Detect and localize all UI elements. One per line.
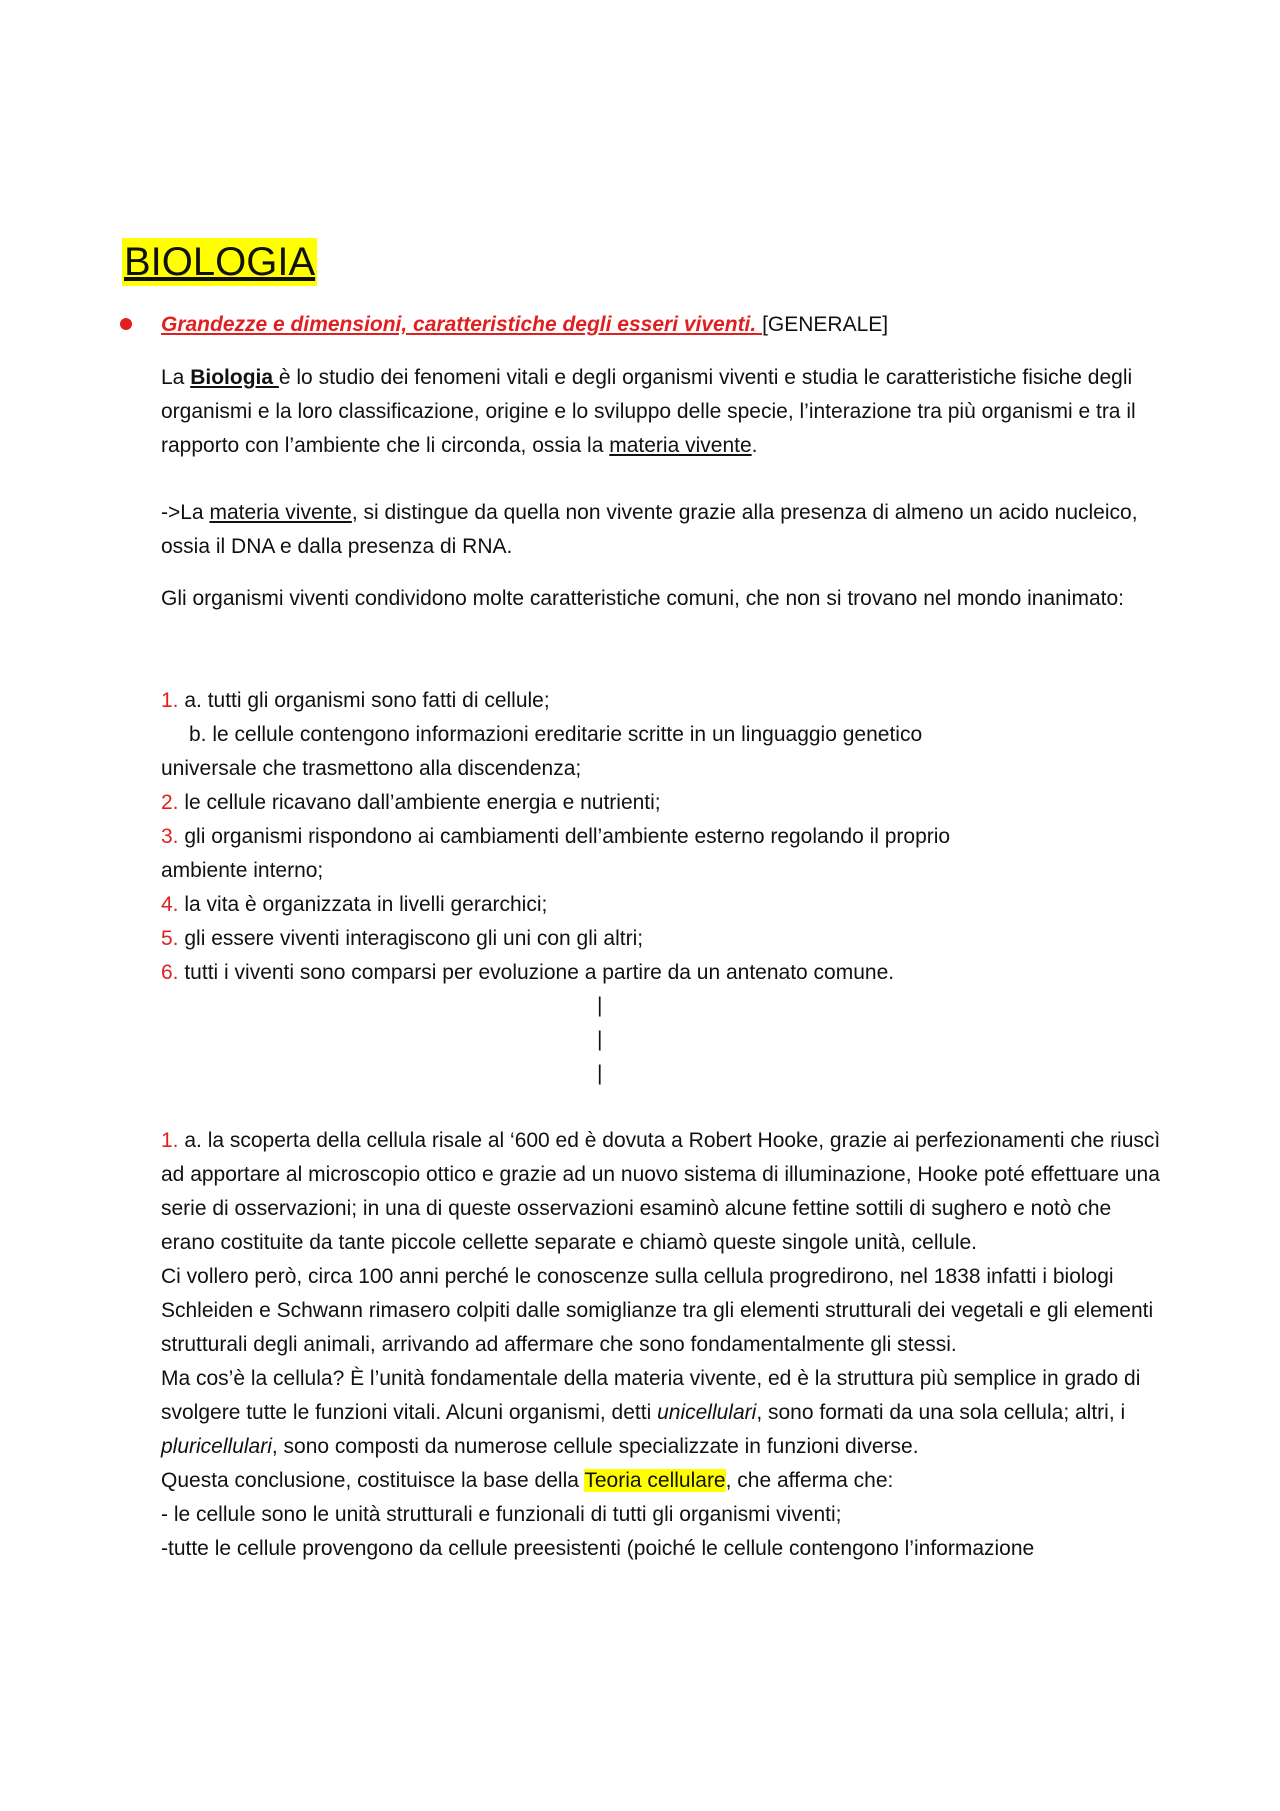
list-text: le cellule ricavano dall’ambiente energia e nutrienti; xyxy=(178,791,661,814)
materia-vivente-term: materia vivente xyxy=(209,501,352,524)
list-item: b. le cellule contengono informazioni ereditarie scritte in un linguaggio genetico xyxy=(189,723,923,746)
text-run: , che afferma che: xyxy=(725,1469,894,1492)
list-number: 2. xyxy=(161,791,179,814)
list-item xyxy=(161,786,1161,820)
text-run: Questa conclusione, costituisce la base della xyxy=(161,1469,585,1492)
paragraph: -tutte le cellule provengono da cellule preesistenti (poiché le cellule contengono l’informazione xyxy=(161,1537,1035,1560)
section-heading-text: Grandezze e dimensioni, caratteristiche degli esseri viventi. xyxy=(161,313,763,336)
list-item xyxy=(161,684,1161,718)
text-run: ->La xyxy=(161,501,210,524)
paragraph: - le cellule sono le unità strutturali e funzionali di tutti gli organismi viventi; xyxy=(161,1503,842,1526)
list-number: 3. xyxy=(161,825,179,848)
cell-discovery-section xyxy=(161,1124,1161,1566)
text-run: . xyxy=(751,434,758,457)
section-tag: [GENERALE] xyxy=(762,313,889,336)
intro-paragraph xyxy=(161,361,1161,463)
list-item xyxy=(161,820,1161,854)
list-item xyxy=(161,956,1161,990)
text-run: , sono formati da una sola cellula; altri, i xyxy=(756,1401,1126,1424)
list-number: 4. xyxy=(161,893,179,916)
list-number: 1. xyxy=(161,689,179,712)
materia-vivente-term: materia vivente xyxy=(609,434,752,457)
unicellulari-term: unicellulari xyxy=(657,1401,757,1424)
list-number: 1. xyxy=(161,1129,179,1152)
arrow-line: | xyxy=(597,1062,603,1085)
text-run: La xyxy=(161,366,191,389)
list-number: 5. xyxy=(161,927,179,950)
list-text: tutti i viventi sono comparsi per evoluzione a partire da un antenato comune. xyxy=(178,961,895,984)
characteristics-intro: Gli organismi viventi condividono molte caratteristiche comuni, che non si trovano nel mondo inanimato: xyxy=(161,587,1124,610)
list-text: la vita è organizzata in livelli gerarchici; xyxy=(178,893,548,916)
list-item xyxy=(161,888,1161,922)
paragraph xyxy=(161,1124,1161,1260)
list-text: gli essere viventi interagiscono gli uni con gli altri; xyxy=(178,927,644,950)
biologia-term: Biologia xyxy=(190,366,279,389)
list-item-continuation: universale che trasmettono alla discendenza; xyxy=(161,757,582,780)
materia-vivente-paragraph xyxy=(161,496,1161,564)
text-run: , si distingue da quella non vivente grazie alla presenza di almeno un acido nucleico, ossia il DNA e dalla presenza di RNA. xyxy=(161,501,1138,558)
document-title: BIOLOGIA xyxy=(124,240,316,284)
list-text: a. tutti gli organismi sono fatti di cellule; xyxy=(178,689,550,712)
arrow-line: | xyxy=(597,1028,603,1051)
text-run: , sono composti da numerose cellule specializzate in funzioni diverse. xyxy=(271,1435,919,1458)
text-run: è lo studio dei fenomeni vitali e degli organismi viventi e studia le caratteristiche fisiche degli organismi e la loro classificazione, origine e lo sviluppo delle specie, l’interazione tra più organismi e tra il rapporto con l’ambiente che li circonda, ossia la xyxy=(161,366,1136,457)
arrow-line: | xyxy=(597,994,603,1017)
list-item-continuation: ambiente interno; xyxy=(161,859,324,882)
characteristics-list xyxy=(161,684,1161,990)
paragraph xyxy=(161,1362,1161,1464)
list-item xyxy=(161,922,1161,956)
teoria-cellulare-term: Teoria cellulare xyxy=(584,1469,726,1492)
paragraph xyxy=(161,1464,1161,1498)
text-run: Ma cos’è la cellula? È l’unità fondamentale della materia vivente, ed è la struttura più semplice in grado di svolgere tutte le funzioni vitali. Alcuni organismi, detti xyxy=(161,1367,1141,1424)
list-number: 6. xyxy=(161,961,179,984)
list-text: gli organismi rispondono ai cambiamenti dell’ambiente esterno regolando il proprio xyxy=(178,825,951,848)
bullet-icon xyxy=(120,318,132,330)
paragraph: Ci vollero però, circa 100 anni perché le conoscenze sulla cellula progredirono, nel 1838 infatti i biologi Schleiden e Schwann rimasero colpiti dalle somiglianze tra gli elementi strutturali dei vegetali e gli elementi strutturali degli animali, arrivando ad affermare che sono fondamentalmente gli stessi. xyxy=(161,1265,1154,1356)
pluricellulari-term: pluricellulari xyxy=(161,1435,272,1458)
text-run: a. la scoperta della cellula risale al ‘600 ed è dovuta a Robert Hooke, grazie ai perfezionamenti che riuscì ad apportare al microscopio ottico e grazie ad un nuovo sistema di illuminazione, Hooke poté effettuare una serie di osservazioni; in una di queste osservazioni esaminò alcune fettine sottili di sughero e notò che erano costituite da tante piccole cellette separate e chiamò queste singole unità, cellule. xyxy=(161,1129,1161,1254)
section-heading xyxy=(161,312,888,338)
